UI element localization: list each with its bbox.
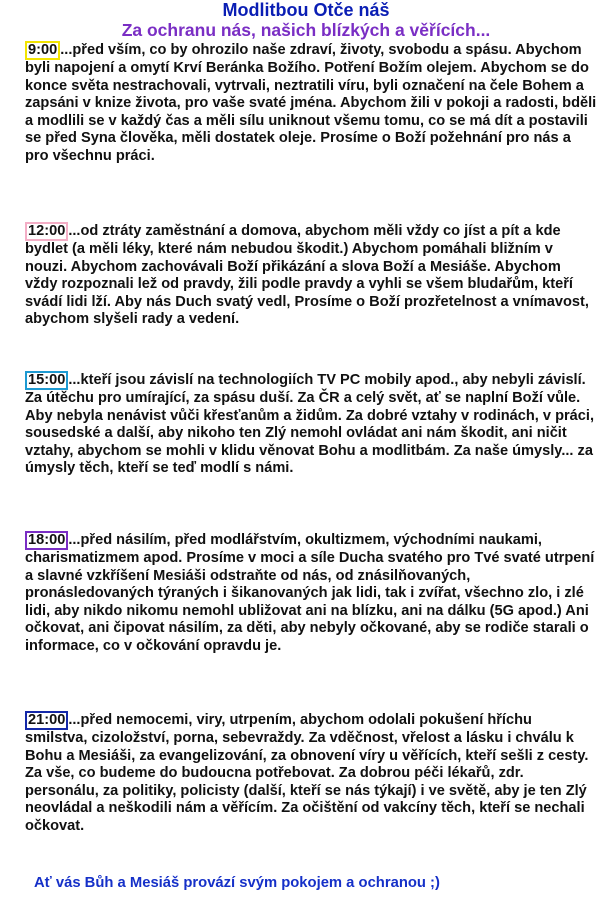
section-text: ...kteří jsou závislí na technologiích TV PC mobily apod., aby nebyli závislí. Za útěchu pro umírající, za spásu duší. Za ČR a celý svět, ať se naplní Boží vůle. Aby nebyla nenávist vůči křesťanům a židům. Za dobré vztahy v rodinách, v práci, sousedské a další, aby nikoho ten Zlý nemohl ovládat ani nám škodit, ani ničit vztahy, abychom se mohli v klidu věnovat Bohu a modlitbám. Za naše úmysly... za úmysly těch, kteří se teď modlí s námi.: [25, 372, 595, 476]
page-title: Modlitbou Otče náš: [222, 0, 390, 20]
section-text: ...před vším, co by ohrozilo naše zdraví, životy, svobodu a spásu. Abychom byli napojení a omytí Krví Beránka Božího. Potření Božím olejem. Abychom se do konce světa nestrachovali, vytrvali, neztratili víru, byli označení na čele Bohem a zapsáni v knize života, pro vaše svaté jména. Abychom žili v pokoji a radosti, bděli a modlili se v každý čas a měli sílu uniknout všemu tomu, co se má dít a postavili se před Syna člověka, měli dostatek oleje. Prosíme o Boží požehnání pro nás a pro všechnu práci.: [25, 42, 597, 164]
section-text: ...od ztráty zaměstnání a domova, abychom měli vždy co jíst a pít a kde bydlet (a měli léky, které nám nebudou škodit.) Abychom pomáhali bližním v nouzi. Abychom zachovávali Boží přikázání a slova Boží a Mesiáše. Abychom vždy rozpoznali lež od pravdy, žili podle pravdy a vyhli se všem bludařům, kteří svádí lidi lží. Aby nás Duch svatý vedl, Prosíme o Boží prozřetelnost a vnímavost, abychom slyšeli rady a vedení.: [25, 223, 589, 327]
section-text: ...před násilím, před modlářstvím, okultizmem, východními naukami, charismatizmem apod. Prosíme v moci a síle Ducha svatého pro Tvé svaté utrpení a slavné vzkříšení Mesiáši odstraňte od nás, od znásilňovaných, pronásledovaných týraných i šikanovaných jak lidi, tak i zvířat, všechno zlo, i zlé lidi, aby nikdo nikomu nemohl ubližovat ani na blízku, ani na dálku (5G apod.) Ani očkovat, ani čipovat násilím, za děti, aby nebyly očkované, aby se rodiče starali o informace, co v očkování opravdu je.: [25, 532, 595, 654]
section-text: ...před nemocemi, viry, utrpením, abychom odolali pokušení hříchu smilstva, cizoložství, porna, sebevraždy. Za vděčnost, vřelost a lásku i chválu k Bohu a Mesiáši, za evangelizování, za obnovení víry u věřících, kteří sešli z cesty. Za vše, co budeme do budoucna potřebovat. Za dobrou péči lékařů, zdr. personálu, za politiky, policisty (další, kteří se nás týkají) i ve světě, aby je ten Zlý neovládal a neškodili nám a věřícím. Za očištění od vakcíny těch, kteří se nechali očkovat.: [25, 712, 589, 834]
prayer-section-1500: [25, 371, 597, 478]
time-badge: 12:00: [25, 222, 68, 241]
prayer-section-2100: [25, 711, 597, 835]
closing-blessing: Ať vás Bůh a Mesiáš provází svým pokojem a ochranou ;): [34, 875, 440, 891]
prayer-section-1200: [25, 222, 597, 329]
prayer-section-0900: [25, 41, 597, 165]
page-subtitle: Za ochranu nás, našich blízkých a věřících...: [121, 20, 491, 40]
time-badge: 15:00: [25, 371, 68, 390]
time-badge: 18:00: [25, 531, 68, 550]
time-badge: 21:00: [25, 711, 68, 730]
prayer-section-1800: [25, 531, 597, 655]
time-badge: 9:00: [25, 41, 60, 60]
